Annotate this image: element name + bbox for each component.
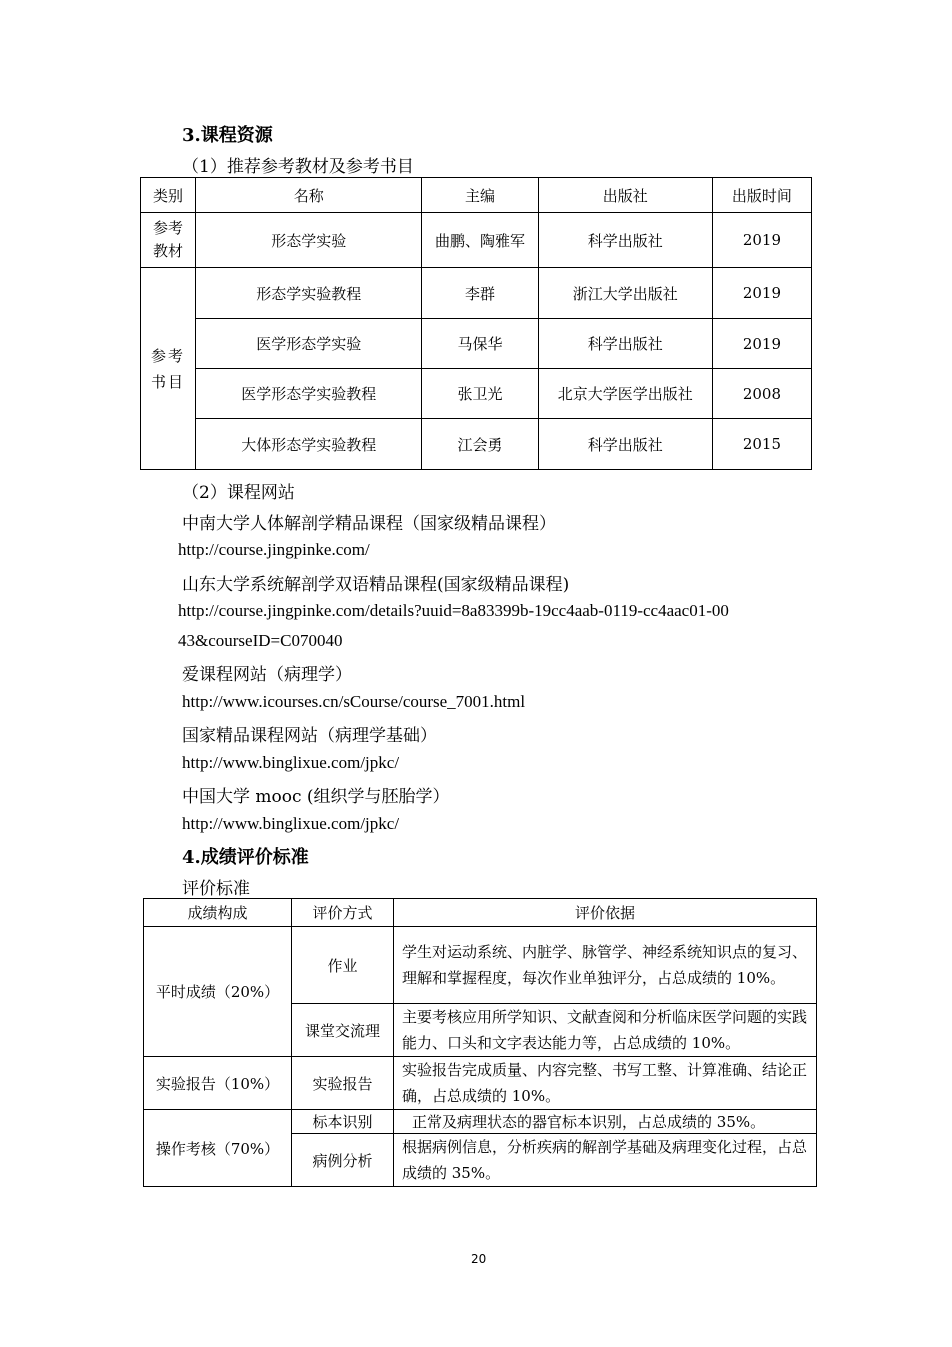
table-row — [144, 1110, 817, 1134]
method-cell: 课堂交流理 — [292, 1004, 394, 1057]
table-row — [144, 1057, 817, 1110]
book-publisher: 北京大学医学出版社 — [538, 369, 712, 419]
component-cell: 操作考核（70%） — [144, 1110, 292, 1187]
component-cell: 实验报告（10%） — [144, 1057, 292, 1110]
website-title: 中南大学人体解剖学精品课程（国家级精品课程） — [182, 514, 556, 534]
table-row — [141, 319, 812, 369]
book-editor: 江会勇 — [422, 419, 538, 470]
header-method: 评价方式 — [292, 899, 394, 927]
basis-cell: 根据病例信息，分析疾病的解剖学基础及病理变化过程，占总成绩的 35%。 — [394, 1134, 817, 1187]
textbook-table — [140, 177, 812, 470]
method-cell: 作业 — [292, 927, 394, 1004]
header-year: 出版时间 — [712, 178, 811, 213]
grading-table — [143, 898, 817, 1187]
page-number: 20 — [471, 1252, 487, 1266]
header-publisher: 出版社 — [538, 178, 712, 213]
book-name: 形态学实验 — [196, 213, 422, 268]
basis-cell: 学生对运动系统、内脏学、脉管学、神经系统知识点的复习、理解和掌握程度，每次作业单独评分，占总成绩的 10%。 — [394, 927, 817, 1004]
book-editor: 马保华 — [422, 319, 538, 369]
book-year: 2019 — [712, 319, 811, 369]
book-year: 2015 — [712, 419, 811, 470]
book-editor: 李群 — [422, 268, 538, 319]
component-cell: 平时成绩（20%） — [144, 927, 292, 1057]
header-editor: 主编 — [422, 178, 538, 213]
header-basis: 评价依据 — [394, 899, 817, 927]
website-link[interactable]: http://course.jingpinke.com/details?uuid=8a83399b-19cc4aab-0119-cc4aac01-00 — [178, 601, 729, 620]
table-row — [141, 369, 812, 419]
book-publisher: 科学出版社 — [538, 213, 712, 268]
book-publisher: 科学出版社 — [538, 319, 712, 369]
book-name: 形态学实验教程 — [196, 268, 422, 319]
category-textbook: 参考教材 — [141, 213, 196, 268]
book-year: 2019 — [712, 213, 811, 268]
book-year: 2019 — [712, 268, 811, 319]
websites-subheading: （2）课程网站 — [182, 483, 295, 503]
textbook-subheading: （1）推荐参考教材及参考书目 — [182, 157, 414, 177]
header-component: 成绩构成 — [144, 899, 292, 927]
table-row — [141, 213, 812, 268]
website-link[interactable]: http://www.binglixue.com/jpkc/ — [182, 753, 400, 772]
book-publisher: 浙江大学出版社 — [538, 268, 712, 319]
basis-cell: 正常及病理状态的器官标本识别，占总成绩的 35%。 — [394, 1110, 817, 1134]
header-category: 类别 — [141, 178, 196, 213]
table-row — [141, 419, 812, 470]
book-name: 医学形态学实验教程 — [196, 369, 422, 419]
table-row — [144, 927, 817, 1004]
category-references: 参考书目 — [141, 268, 196, 470]
basis-cell: 主要考核应用所学知识、文献查阅和分析临床医学问题的实践能力、口头和文字表达能力等，占总成绩的 10%。 — [394, 1004, 817, 1057]
table-header-row — [141, 178, 812, 213]
book-name: 大体形态学实验教程 — [196, 419, 422, 470]
table-header-row — [144, 899, 817, 927]
website-link[interactable]: http://www.icourses.cn/sCourse/course_7001.html — [182, 692, 526, 711]
website-title: 中国大学 mooc (组织学与胚胎学） — [182, 787, 450, 807]
website-title: 国家精品课程网站（病理学基础） — [182, 726, 437, 746]
header-name: 名称 — [196, 178, 422, 213]
book-name: 医学形态学实验 — [196, 319, 422, 369]
method-cell: 标本识别 — [292, 1110, 394, 1134]
section-3-heading: 3.课程资源 — [182, 125, 273, 146]
website-link[interactable]: http://www.binglixue.com/jpkc/ — [182, 814, 400, 833]
grading-subheading: 评价标准 — [182, 879, 250, 899]
book-publisher: 科学出版社 — [538, 419, 712, 470]
section-4-heading: 4.成绩评价标准 — [182, 847, 309, 868]
website-link-continued[interactable]: 43&courseID=C070040 — [178, 631, 343, 650]
book-year: 2008 — [712, 369, 811, 419]
method-cell: 实验报告 — [292, 1057, 394, 1110]
method-cell: 病例分析 — [292, 1134, 394, 1187]
website-title: 爱课程网站（病理学） — [182, 665, 352, 685]
book-editor: 曲鹏、陶雅军 — [422, 213, 538, 268]
website-title: 山东大学系统解剖学双语精品课程(国家级精品课程) — [182, 575, 570, 595]
table-row — [141, 268, 812, 319]
book-editor: 张卫光 — [422, 369, 538, 419]
basis-cell: 实验报告完成质量、内容完整、书写工整、计算准确、结论正确，占总成绩的 10%。 — [394, 1057, 817, 1110]
website-link[interactable]: http://course.jingpinke.com/ — [178, 540, 370, 559]
